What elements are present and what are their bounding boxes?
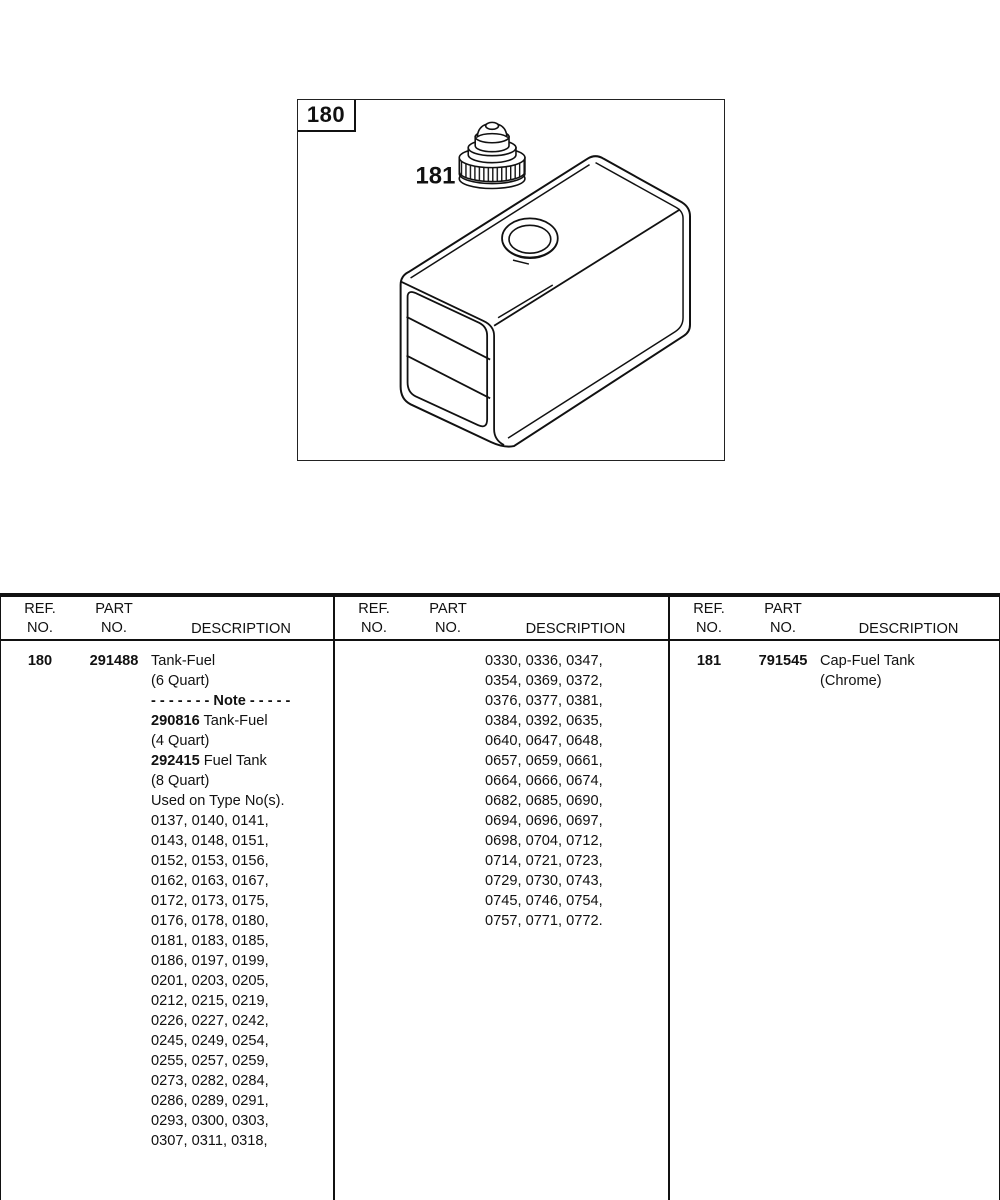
cap-ref-label: 181: [415, 162, 456, 190]
description-line: 0657, 0659, 0661,: [485, 753, 603, 769]
fuel-tank-illustration: [298, 100, 724, 460]
column-group-1-header: [1, 597, 333, 641]
description-line: 0330, 0336, 0347,: [485, 653, 603, 669]
description-line: 0137, 0140, 0141,: [151, 813, 269, 829]
description-line: 0273, 0282, 0284,: [151, 1073, 269, 1089]
description-line: 0286, 0289, 0291,: [151, 1093, 269, 1109]
description-line: 0384, 0392, 0635,: [485, 713, 603, 729]
description-header: DESCRIPTION: [191, 621, 291, 637]
description-line: 0714, 0721, 0723,: [485, 853, 603, 869]
description-header: DESCRIPTION: [858, 621, 959, 637]
description-line: 0376, 0377, 0381,: [485, 693, 603, 709]
description-line: - - - - - - - Note - - - - -: [151, 693, 291, 709]
part-no-header: PART NO.: [429, 601, 467, 636]
diagram-ref-label: 180: [298, 100, 356, 132]
table-row: [335, 641, 668, 931]
description-line: 0212, 0215, 0219,: [151, 993, 269, 1009]
part-no-cell: 791545: [758, 653, 808, 669]
description-line: 0162, 0163, 0167,: [151, 873, 269, 889]
description-line: 0694, 0696, 0697,: [485, 813, 603, 829]
cap-vent: [486, 122, 499, 129]
description-line: (4 Quart): [151, 733, 210, 749]
description-line: 0181, 0183, 0185,: [151, 933, 269, 949]
description-line: (8 Quart): [151, 773, 210, 789]
description-header: DESCRIPTION: [525, 621, 626, 637]
description-line: Tank-Fuel: [151, 653, 216, 669]
diagram-frame: [297, 99, 725, 461]
description-line: 290816 Tank-Fuel: [151, 713, 268, 729]
description-line: 0682, 0685, 0690,: [485, 793, 603, 809]
description-line: 0152, 0153, 0156,: [151, 853, 269, 869]
description-line: 0757, 0771, 0772.: [485, 913, 603, 929]
description-line: 0201, 0203, 0205,: [151, 973, 269, 989]
description-line: (6 Quart): [151, 673, 210, 689]
ref-no-header: REF. NO.: [693, 601, 725, 636]
table-column-group-2: [333, 597, 668, 1200]
fuel-tank-drawing: [401, 156, 690, 446]
part-no-header: PART NO.: [764, 601, 802, 636]
ref-no-header: REF. NO.: [24, 601, 56, 636]
description-line: 0255, 0257, 0259,: [151, 1053, 269, 1069]
description-line: 0640, 0647, 0648,: [485, 733, 603, 749]
parts-table: [0, 593, 1000, 1200]
description-line: 0186, 0197, 0199,: [151, 953, 269, 969]
description-line: 0664, 0666, 0674,: [485, 773, 603, 789]
column-group-2-header: [335, 597, 668, 641]
description-line: 0293, 0300, 0303,: [151, 1113, 269, 1129]
description-line: (Chrome): [820, 673, 882, 689]
description-line: Used on Type No(s).: [151, 793, 285, 809]
ref-no-header: REF. NO.: [358, 601, 390, 636]
description-line: 0143, 0148, 0151,: [151, 833, 269, 849]
table-row: [670, 641, 999, 691]
description-cell: [818, 651, 999, 691]
description-cell: [149, 651, 333, 1151]
ref-no-cell: 180: [27, 653, 53, 669]
description-line: 0245, 0249, 0254,: [151, 1033, 269, 1049]
fuel-cap-drawing: [459, 122, 525, 188]
table-row: [1, 641, 333, 1151]
column-group-3-header: [670, 597, 999, 641]
description-line: 0354, 0369, 0372,: [485, 673, 603, 689]
part-no-header: PART NO.: [95, 601, 133, 636]
description-line: 292415 Fuel Tank: [151, 753, 267, 769]
description-line: 0307, 0311, 0318,: [151, 1133, 268, 1149]
description-line: 0176, 0178, 0180,: [151, 913, 269, 929]
description-line: 0745, 0746, 0754,: [485, 893, 603, 909]
ref-no-cell: [335, 651, 413, 931]
description-line: 0226, 0227, 0242,: [151, 1013, 269, 1029]
part-no-cell: [413, 651, 483, 931]
description-cell: [483, 651, 668, 931]
table-column-group-1: [1, 597, 333, 1200]
table-column-group-3: [668, 597, 999, 1200]
description-line: 0172, 0173, 0175,: [151, 893, 269, 909]
description-line: Cap-Fuel Tank: [820, 653, 915, 669]
part-no-cell: 291488: [89, 653, 139, 669]
description-line: 0698, 0704, 0712,: [485, 833, 603, 849]
description-line: 0729, 0730, 0743,: [485, 873, 603, 889]
ref-no-cell: 181: [696, 653, 722, 669]
